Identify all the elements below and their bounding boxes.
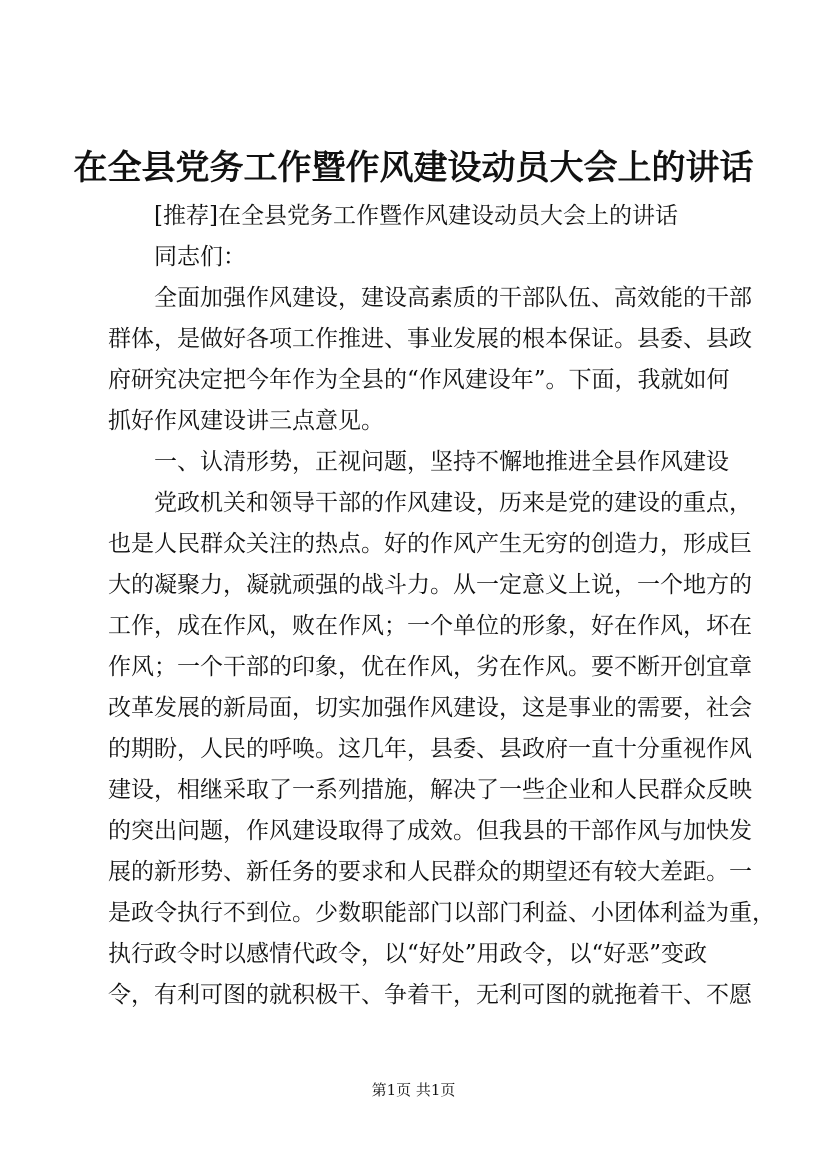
paragraph-line: 的期盼，人民的呼唤。这几年，县委、县政府一直十分重视作风 (108, 736, 752, 762)
section-heading: 一、认清形势，正视问题，坚持不懈地推进全县作风建设 (154, 449, 729, 475)
paragraph-line: 作风；一个干部的印象，优在作风，劣在作风。要不断开创宜章 (108, 654, 752, 680)
document-title: 在全县党务工作暨作风建设动员大会上的讲话 (73, 148, 754, 188)
paragraph-line: 执行政令时以感情代政令，以“好处”用政令，以“好恶”变政 (108, 941, 708, 967)
paragraph-line: 展的新形势、新任务的要求和人民群众的期望还有较大差距。一 (108, 859, 752, 885)
document-body (108, 196, 775, 1016)
paragraph-line: 改革发展的新局面，切实加强作风建设，这是事业的需要，社会 (108, 695, 752, 721)
paragraph-line: 工作，成在作风，败在作风；一个单位的形象，好在作风，坏在 (108, 613, 752, 639)
paragraph-line: 府研究决定把今年作为全县的“作风建设年”。下面，我就如何 (108, 367, 730, 393)
paragraph-line: 令，有利可图的就积极干、争着干，无利可图的就拖着干、不愿 (108, 982, 752, 1008)
paragraph-line: 是政令执行不到位。少数职能部门以部门利益、小团体利益为重， (108, 900, 775, 926)
paragraph-line: 抓好作风建设讲三点意见。 (108, 408, 384, 434)
paragraph-line: [推荐]在全县党务工作暨作风建设动员大会上的讲话 (154, 203, 678, 229)
page-footer: 第1页 共1页 (371, 1081, 456, 1099)
paragraph-line: 大的凝聚力，凝就顽强的战斗力。从一定意义上说，一个地方的 (108, 572, 752, 598)
paragraph-line: 也是人民群众关注的热点。好的作风产生无穷的创造力，形成巨 (108, 531, 752, 557)
paragraph-line: 同志们： (154, 244, 246, 270)
paragraph-line: 党政机关和领导干部的作风建设，历来是党的建设的重点， (154, 490, 752, 516)
paragraph-line: 全面加强作风建设，建设高素质的干部队伍、高效能的干部 (154, 285, 752, 311)
paragraph-line: 的突出问题，作风建设取得了成效。但我县的干部作风与加快发 (108, 818, 752, 844)
paragraph-line: 建设，相继采取了一系列措施，解决了一些企业和人民群众反映 (108, 777, 752, 803)
paragraph-line: 群体，是做好各项工作推进、事业发展的根本保证。县委、县政 (108, 326, 752, 352)
